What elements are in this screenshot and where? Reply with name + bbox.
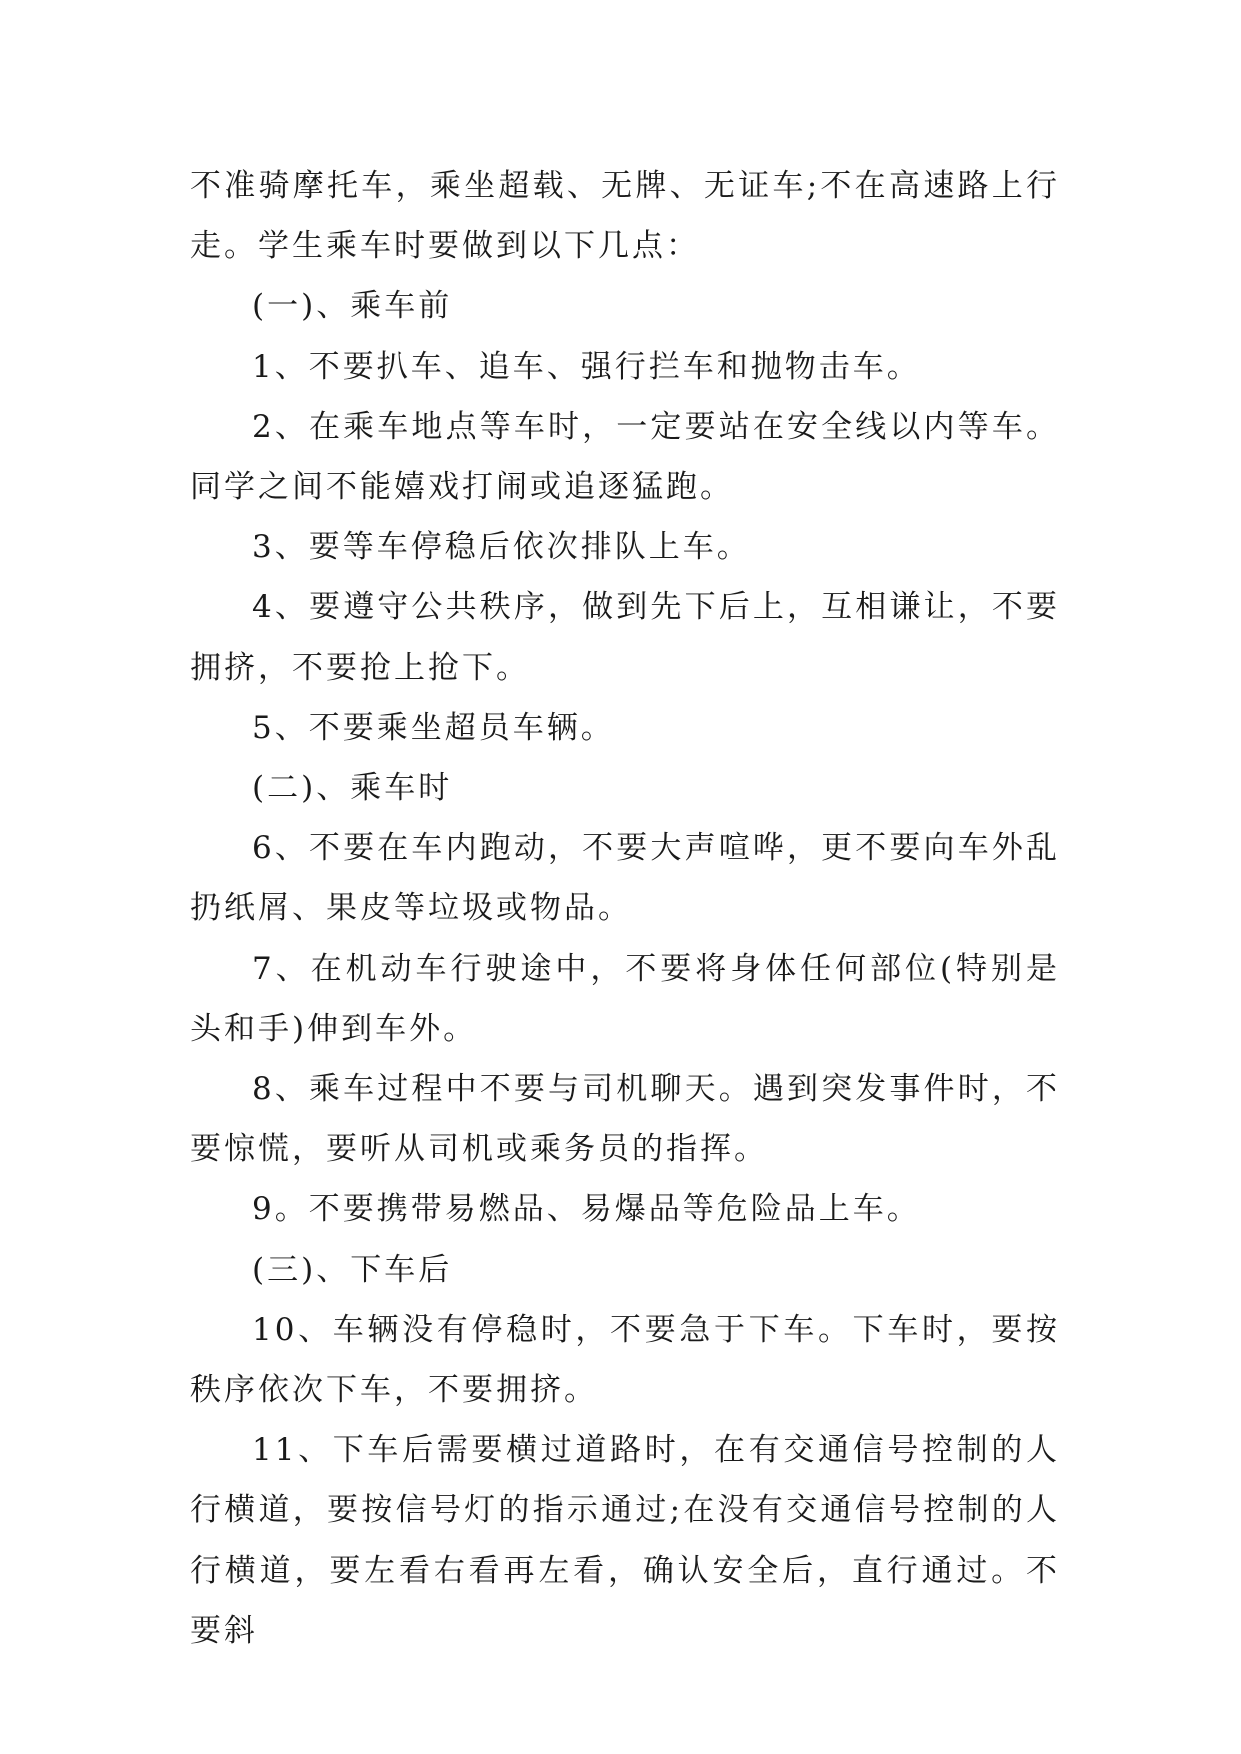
rule-item-10: 10、车辆没有停稳时，不要急于下车。下车时，要按秩序依次下车，不要拥挤。 bbox=[190, 1311, 1060, 1409]
section-heading-while-riding: (二)、乘车时 bbox=[252, 770, 453, 807]
rule-item-2: 2、在乘车地点等车时，一定要站在安全线以内等车。同学之间不能嬉戏打闹或追逐猛跑。 bbox=[190, 408, 1060, 506]
paragraph-continuation: 不准骑摩托车，乘坐超载、无牌、无证车;不在高速路上行走。学生乘车时要做到以下几点： bbox=[190, 168, 1060, 265]
rule-item-4: 4、要遵守公共秩序，做到先下后上，互相谦让，不要拥挤，不要抢上抢下。 bbox=[190, 589, 1060, 686]
document-body bbox=[190, 156, 1060, 1661]
rule-item-7: 7、在机动车行驶途中，不要将身体任何部位(特别是头和手)伸到车外。 bbox=[190, 950, 1060, 1047]
rule-item-3: 3、要等车停稳后依次排队上车。 bbox=[252, 529, 751, 566]
section-heading-after-alighting: (三)、下车后 bbox=[252, 1251, 453, 1288]
rule-item-9: 9。不要携带易燃品、易爆品等危险品上车。 bbox=[252, 1191, 921, 1228]
rule-item-5: 5、不要乘坐超员车辆。 bbox=[252, 709, 615, 746]
section-heading-before-boarding: (一)、乘车前 bbox=[252, 288, 453, 325]
rule-item-1: 1、不要扒车、追车、强行拦车和抛物击车。 bbox=[252, 348, 921, 385]
rule-item-11: 11、下车后需要横过道路时，在有交通信号控制的人行横道，要按信号灯的指示通过;在没有交通信号控制的人行横道，要左看右看再左看，确认安全后，直行通过。不要斜 bbox=[190, 1432, 1060, 1649]
rule-item-6: 6、不要在车内跑动，不要大声喧哗，更不要向车外乱扔纸屑、果皮等垃圾或物品。 bbox=[190, 830, 1060, 927]
rule-item-8: 8、乘车过程中不要与司机聊天。遇到突发事件时，不要惊慌，要听从司机或乘务员的指挥。 bbox=[190, 1071, 1060, 1168]
